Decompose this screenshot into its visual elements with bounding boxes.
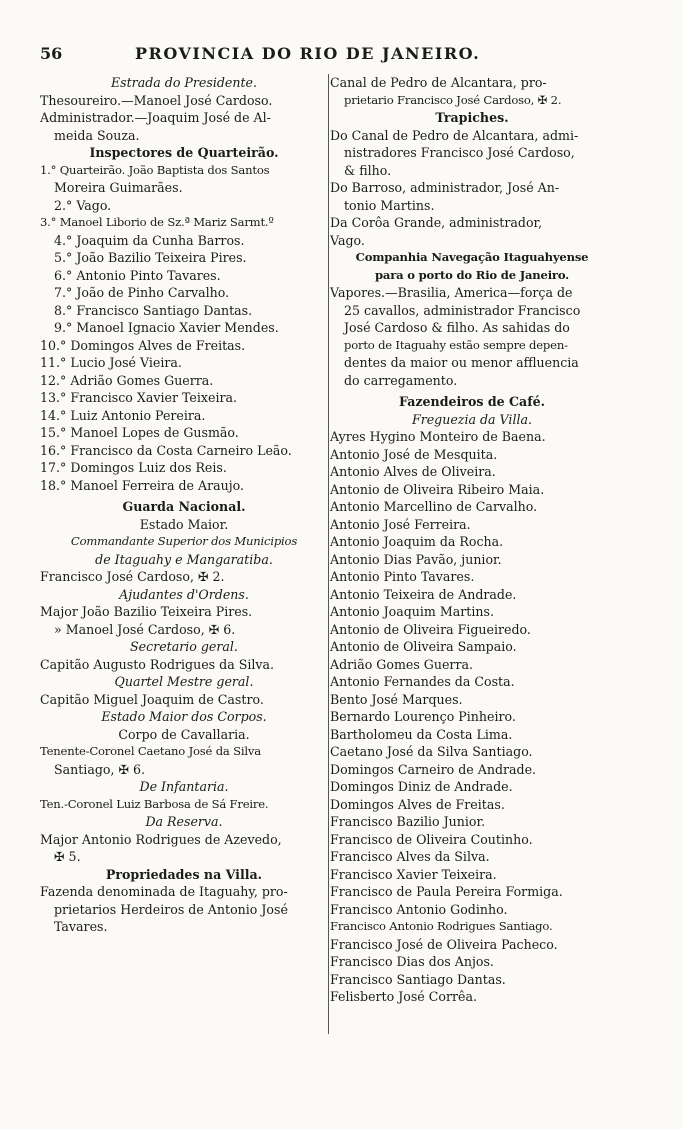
text-line: Antonio de Oliveira Sampaio. — [330, 639, 517, 654]
text-line: 10.° Domingos Alves de Freitas. — [40, 337, 246, 353]
text-line: Capitão Augusto Rodrigues da Silva. — [40, 656, 275, 672]
text-line: Bartholomeu da Costa Lima. — [330, 726, 513, 742]
text-line: Antonio José de Mesquita. — [330, 446, 498, 462]
text-line: 18.° Manoel Ferreira de Araujo. — [40, 477, 244, 493]
right-column — [330, 74, 614, 1006]
text-line: Fazenda denominada de Itaguahy, pro- — [40, 884, 288, 899]
text-line: Companhia Navegação Itaguahyense — [355, 250, 589, 264]
text-line: tonio Martins. — [344, 197, 435, 213]
text-line: Adrião Gomes Guerra. — [330, 656, 473, 672]
text-line: Do Barroso, administrador, José An- — [330, 180, 560, 195]
text-line: Domingos Carneiro de Andrade. — [330, 761, 537, 777]
text-line: Moreira Guimarães. — [54, 180, 183, 195]
text-line: Antonio Alves de Oliveira. — [330, 464, 496, 479]
text-line: Antonio de Oliveira Figueiredo. — [330, 621, 531, 637]
text-line: José Cardoso & filho. As sahidas do — [344, 320, 570, 335]
text-line: Estrada do Presidente. — [110, 75, 258, 90]
text-line: » Manoel José Cardoso, ✠ 6. — [54, 621, 236, 637]
text-line: 1.° Quarteirão. João Baptista dos Santos — [40, 162, 270, 177]
text-line: Francisco Alves da Silva. — [330, 849, 490, 864]
text-line: Corpo de Cavallaria. — [118, 726, 250, 742]
text-line: Francisco Antonio Rodrigues Santiago. — [330, 919, 553, 933]
text-line: Vago. — [330, 232, 365, 248]
text-line: De Infantaria. — [139, 779, 229, 794]
text-line: do carregamento. — [344, 372, 458, 388]
text-line: 8.° Francisco Santiago Dantas. — [54, 302, 253, 318]
text-line: Francisco de Paula Pereira Formiga. — [330, 884, 563, 899]
column-divider — [328, 74, 329, 1034]
text-line: Ayres Hygino Monteiro de Baena. — [330, 429, 546, 444]
text-line: 7.° João de Pinho Carvalho. — [54, 285, 230, 300]
text-line: prietario Francisco José Cardoso, ✠ 2. — [344, 92, 562, 107]
text-line: Da Reserva. — [145, 814, 223, 829]
text-line: Fazendeiros de Café. — [398, 394, 546, 409]
text-line: Trapiches. — [435, 110, 509, 125]
text-line: Estado Maior. — [139, 516, 229, 532]
text-line: Inspectores de Quarteirão. — [89, 145, 279, 160]
text-line: Domingos Diniz de Andrade. — [330, 779, 513, 794]
text-line: Major Antonio Rodrigues de Azevedo, — [40, 831, 282, 847]
text-line: 15.° Manoel Lopes de Gusmão. — [40, 425, 239, 440]
text-line: 13.° Francisco Xavier Teixeira. — [40, 390, 237, 405]
text-line: 17.° Domingos Luiz dos Reis. — [40, 460, 227, 475]
text-line: para o porto do Rio de Janeiro. — [374, 267, 569, 282]
text-line: 3.° Manoel Liborio de Sz.ª Mariz Sarmt.º — [40, 215, 274, 229]
text-line: Propriedades na Villa. — [105, 866, 263, 882]
text-line: Felisberto José Corrêa. — [330, 989, 477, 1004]
text-line: 2.° Vago. — [54, 197, 112, 213]
text-line: Francisco Bazilio Junior. — [330, 814, 486, 829]
text-line: Antonio Marcellino de Carvalho. — [330, 499, 538, 514]
text-line: Francisco José Cardoso, ✠ 2. — [40, 569, 225, 584]
text-line: 12.° Adrião Gomes Guerra. — [40, 372, 214, 388]
text-line: Freguezia da Villa. — [411, 411, 533, 427]
text-line: 14.° Luiz Antonio Pereira. — [40, 407, 206, 423]
text-line: Administrador.—Joaquim José de Al- — [40, 110, 271, 125]
left-column — [40, 74, 328, 936]
text-line: Quartel Mestre geral. — [114, 674, 254, 689]
text-line: Antonio Dias Pavão, junior. — [330, 551, 502, 567]
text-line: Domingos Alves de Freitas. — [330, 796, 505, 812]
text-line: Antonio Pinto Tavares. — [330, 569, 475, 584]
text-line: prietarios Herdeiros de Antonio José — [54, 901, 288, 917]
text-line: 11.° Lucio José Vieira. — [40, 355, 182, 370]
text-line: Antonio Fernandes da Costa. — [330, 674, 515, 689]
text-line: Thesoureiro.—Manoel José Cardoso. — [40, 92, 273, 108]
text-line: de Itaguahy e Mangaratiba. — [95, 551, 273, 567]
text-line: meida Souza. — [54, 127, 140, 143]
text-line: dentes da maior ou menor affluencia — [344, 355, 579, 370]
text-line: ✠ 5. — [54, 849, 81, 864]
text-line: Antonio Teixeira de Andrade. — [330, 586, 517, 602]
text-line: Santiago, ✠ 6. — [54, 761, 146, 777]
text-line: Capitão Miguel Joaquim de Castro. — [40, 691, 264, 707]
page-header — [40, 44, 640, 66]
text-line: Secretario geral. — [130, 639, 238, 654]
text-line: Ten.-Coronel Luiz Barbosa de Sá Freire. — [40, 796, 269, 811]
text-line: Francisco Dias dos Anjos. — [330, 954, 494, 969]
text-line: Vapores.—Brasilia, America—força de — [330, 285, 573, 300]
text-line: Commandante Superior dos Municipios — [70, 534, 298, 548]
text-line: Antonio Joaquim Martins. — [330, 604, 494, 619]
text-line: Caetano José da Silva Santiago. — [330, 744, 533, 759]
text-line: Francisco José de Oliveira Pacheco. — [330, 936, 558, 952]
text-line: Tenente-Coronel Caetano José da Silva — [40, 744, 261, 758]
text-line: Bernardo Lourenço Pinheiro. — [330, 709, 516, 724]
text-line: 16.° Francisco da Costa Carneiro Leão. — [40, 442, 292, 458]
text-line: Estado Maior dos Corpos. — [101, 709, 267, 724]
text-line: & filho. — [344, 162, 392, 178]
text-line: Francisco Xavier Teixeira. — [330, 866, 497, 882]
text-line: Da Corôa Grande, administrador, — [330, 215, 543, 230]
text-line: Major João Bazilio Teixeira Pires. — [40, 604, 253, 619]
text-line: Antonio José Ferreira. — [330, 516, 471, 532]
text-line: Francisco Antonio Godinho. — [330, 901, 508, 917]
text-line: Antonio de Oliveira Ribeiro Maia. — [330, 481, 545, 497]
text-line: porto de Itaguahy estão sempre depen- — [344, 337, 568, 352]
text-line: Do Canal de Pedro de Alcantara, admi- — [330, 127, 579, 143]
running-title: PROVINCIA DO RIO DE JANEIRO. — [135, 44, 481, 63]
text-line: Bento José Marques. — [330, 691, 463, 707]
text-line: Tavares. — [54, 919, 108, 934]
text-line: 6.° Antonio Pinto Tavares. — [54, 267, 221, 283]
text-line: Francisco de Oliveira Coutinho. — [330, 831, 533, 847]
page-number: 56 — [40, 44, 63, 63]
text-line: 25 cavallos, administrador Francisco — [344, 302, 581, 318]
text-line: 5.° João Bazilio Teixeira Pires. — [54, 250, 247, 265]
text-line: Ajudantes d'Ordens. — [119, 586, 249, 602]
text-line: Antonio Joaquim da Rocha. — [330, 534, 504, 549]
text-line: 9.° Manoel Ignacio Xavier Mendes. — [54, 320, 279, 335]
text-line: Guarda Nacional. — [122, 499, 246, 514]
text-line: nistradores Francisco José Cardoso, — [344, 145, 575, 160]
text-line: Canal de Pedro de Alcantara, pro- — [330, 75, 547, 90]
text-line: 4.° Joaquim da Cunha Barros. — [54, 232, 245, 248]
text-line: Francisco Santiago Dantas. — [330, 971, 506, 987]
